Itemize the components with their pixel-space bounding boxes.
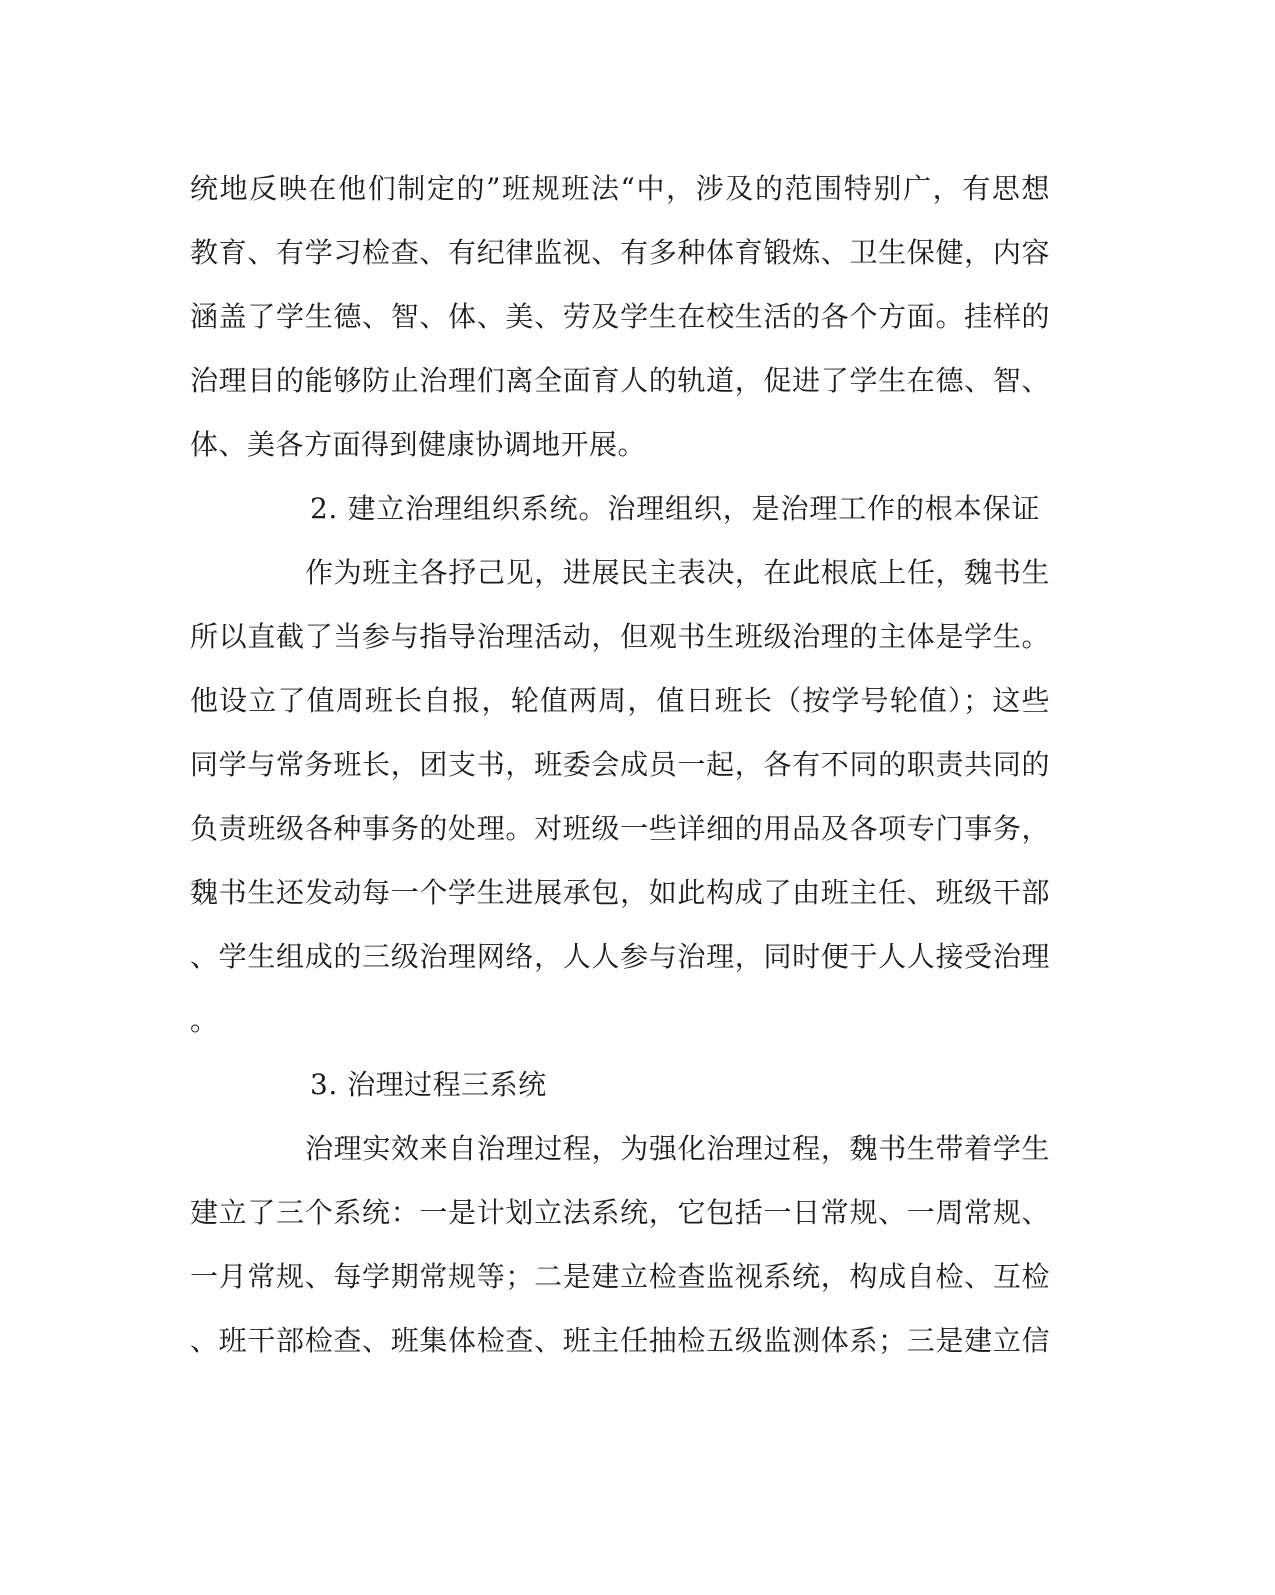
text-line: 治理实效来自治理过程，为强化治理过程，魏书生带着学生 [305,1132,1050,1165]
section-heading: 3. 治理过程三系统 [310,1068,547,1101]
text-line: 一月常规、每学期常规等；二是建立检查监视系统，构成自检、互检 [190,1260,1050,1293]
text-line: 涵盖了学生德、智、体、美、劳及学生在校生活的各个方面。挂样的 [190,300,1050,333]
text-line: 负责班级各种事务的处理。对班级一些详细的用品及各项专门事务， [190,812,1050,845]
text-line: 治理目的能够防止治理们离全面育人的轨道，促进了学生在德、智、 [190,364,1050,397]
text-line: 所以直截了当参与指导治理活动，但观书生班级治理的主体是学生。 [190,620,1050,653]
text-line: 统地反映在他们制定的”班规班法“中，涉及的范围特别广，有思想 [190,172,1050,205]
text-line: 同学与常务班长，团支书，班委会成员一起，各有不同的职责共同的 [190,748,1050,781]
section-heading: 2. 建立治理组织系统。治理组织，是治理工作的根本保证 [310,492,1040,525]
text-line: 他设立了值周班长自报，轮值两周，值日班长（按学号轮值）；这些 [190,684,1050,717]
text-line: 体、美各方面得到健康协调地开展。 [190,428,647,461]
text-line: 作为班主各抒己见，进展民主表决，在此根底上任，魏书生 [305,556,1050,589]
text-line: 建立了三个系统：一是计划立法系统，它包括一日常规、一周常规、 [190,1196,1050,1229]
text-line: 教育、有学习检查、有纪律监视、有多种体育锻炼、卫生保健，内容 [190,236,1050,269]
text-line: 、班干部检查、班集体检查、班主任抽检五级监测体系；三是建立信 [190,1324,1050,1357]
text-line: 。 [190,1004,219,1037]
text-line: 魏书生还发动每一个学生进展承包，如此构成了由班主任、班级干部 [190,876,1050,909]
text-line: 、学生组成的三级治理网络，人人参与治理，同时便于人人接受治理 [190,940,1050,973]
